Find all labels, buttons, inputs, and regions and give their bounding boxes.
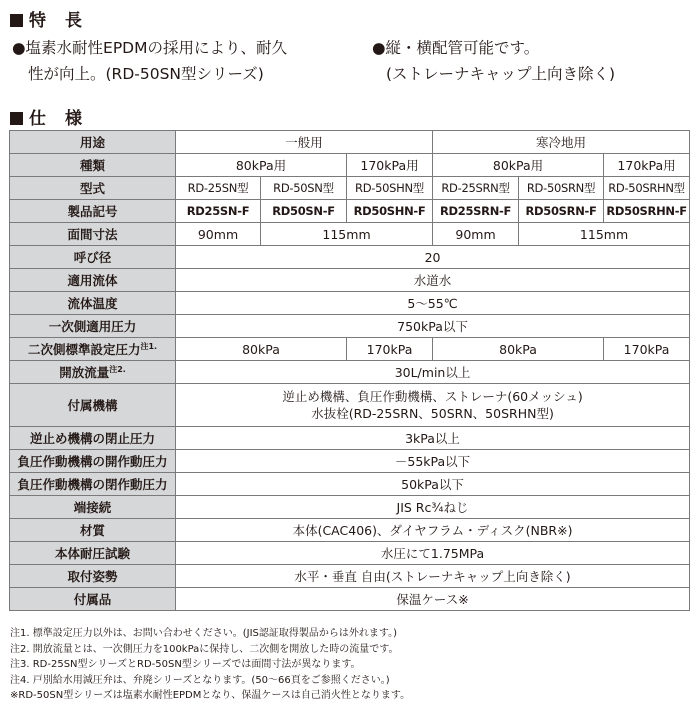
footnote: 注3. RD-25SN型シリーズとRD-50SN型シリーズでは面間寸法が異なります。 xyxy=(10,659,361,670)
feature-bullet-1 xyxy=(12,35,287,87)
kind-cold-80: 80kPa用 xyxy=(433,154,604,177)
outlet-cold-80: 80kPa xyxy=(433,338,604,361)
row-model xyxy=(10,177,690,200)
row-material xyxy=(10,519,690,542)
face-general-115: 115mm xyxy=(261,223,433,246)
code-cell: RD50SRN-F xyxy=(519,200,604,223)
check-value: 3kPa以上 xyxy=(176,427,690,450)
feature-1-line-2: 性が向上。(RD-50SN型シリーズ) xyxy=(28,65,264,83)
conn-value: JIS Rc¾ねじ xyxy=(176,496,690,519)
flow-value: 30L/min以上 xyxy=(176,361,690,384)
face-cold-90: 90mm xyxy=(433,223,519,246)
row-body-test xyxy=(10,542,690,565)
label-body-test: 本体耐圧試験 xyxy=(10,542,176,565)
usage-cold: 寒冷地用 xyxy=(433,131,690,154)
label-inlet: 一次側適用圧力 xyxy=(10,315,176,338)
model-cell: RD-50SN型 xyxy=(261,177,347,200)
label-usage: 用途 xyxy=(10,131,176,154)
feature-2-line-1: ●縦・横配管可能です。 xyxy=(372,39,540,57)
label-outlet xyxy=(10,338,176,361)
note-ref-2: 注2. xyxy=(109,364,126,374)
label-material: 材質 xyxy=(10,519,176,542)
row-fluid xyxy=(10,269,690,292)
footnote: 注4. 戸別給水用減圧弁は、弁廃シリーズとなります。(50～66頁をご参照ください。) xyxy=(10,674,390,686)
temp-value: 5～55℃ xyxy=(176,292,690,315)
inlet-value: 750kPa以下 xyxy=(176,315,690,338)
outlet-cold-170: 170kPa xyxy=(604,338,690,361)
label-face: 面間寸法 xyxy=(10,223,176,246)
code-cell: RD50SN-F xyxy=(261,200,347,223)
row-outlet xyxy=(10,338,690,361)
row-code xyxy=(10,200,690,223)
kind-general-80: 80kPa用 xyxy=(176,154,347,177)
neg-open-value: －55kPa以下 xyxy=(176,450,690,473)
face-cold-115: 115mm xyxy=(519,223,690,246)
label-fluid: 適用流体 xyxy=(10,269,176,292)
nominal-value: 20 xyxy=(176,246,690,269)
row-temp xyxy=(10,292,690,315)
note-ref-1: 注1. xyxy=(140,341,158,351)
included-value: 保温ケース※ xyxy=(176,588,690,611)
row-neg-close xyxy=(10,473,690,496)
spec-table xyxy=(9,130,690,611)
model-cell: RD-50SHN型 xyxy=(347,177,433,200)
spec-title: 仕 様 xyxy=(29,109,83,129)
label-check: 逆止め機構の閉止圧力 xyxy=(10,427,176,450)
spec-heading xyxy=(10,104,83,129)
model-cell: RD-50SRHN型 xyxy=(604,177,690,200)
code-cell: RD50SRHN-F xyxy=(604,200,690,223)
label-outlet-text: 二次側標準設定圧力 xyxy=(27,342,141,357)
fluid-value: 水道水 xyxy=(176,269,690,292)
label-accessories: 付属機構 xyxy=(10,384,176,427)
code-cell: RD50SHN-F xyxy=(347,200,433,223)
row-included xyxy=(10,588,690,611)
feature-2-line-2: (ストレーナキャップ上向き除く) xyxy=(386,65,616,83)
footnotes xyxy=(10,626,410,704)
body-test-value: 水圧にて1.75MPa xyxy=(176,542,690,565)
row-conn xyxy=(10,496,690,519)
code-cell: RD25SRN-F xyxy=(433,200,519,223)
accessories-line-1: 逆止め機構、負圧作動機構、ストレーナ(60メッシュ) xyxy=(282,389,583,404)
label-neg-open: 負圧作動機構の開作動圧力 xyxy=(10,450,176,473)
row-neg-open xyxy=(10,450,690,473)
row-inlet xyxy=(10,315,690,338)
label-included: 付属品 xyxy=(10,588,176,611)
heading-square-icon xyxy=(10,14,23,27)
neg-close-value: 50kPa以下 xyxy=(176,473,690,496)
code-cell: RD25SN-F xyxy=(176,200,261,223)
face-general-90: 90mm xyxy=(176,223,261,246)
model-cell: RD-25SRN型 xyxy=(433,177,519,200)
label-model: 型式 xyxy=(10,177,176,200)
outlet-general-80: 80kPa xyxy=(176,338,347,361)
accessories-value xyxy=(176,384,690,427)
row-face xyxy=(10,223,690,246)
label-conn: 端接続 xyxy=(10,496,176,519)
row-kind xyxy=(10,154,690,177)
heading-square-icon xyxy=(10,112,23,125)
material-value: 本体(CAC406)、ダイヤフラム・ディスク(NBR※) xyxy=(176,519,690,542)
label-temp: 流体温度 xyxy=(10,292,176,315)
kind-general-170: 170kPa用 xyxy=(347,154,433,177)
feature-bullet-2 xyxy=(372,35,615,87)
model-cell: RD-25SN型 xyxy=(176,177,261,200)
label-neg-close: 負圧作動機構の閉作動圧力 xyxy=(10,473,176,496)
footnote: ※RD-50SN型シリーズは塩素水耐性EPDMとなり、保温ケースは自己消火性となります。 xyxy=(10,690,411,701)
mount-value: 水平・垂直 自由(ストレーナキャップ上向き除く) xyxy=(176,565,690,588)
label-flow-text: 開放流量 xyxy=(59,365,110,380)
row-check xyxy=(10,427,690,450)
row-accessories xyxy=(10,384,690,427)
footnote: 注1. 標準設定圧力以外は、お問い合わせください。(JIS認証取得製品からは外れます。) xyxy=(10,628,397,639)
feature-1-line-1: ●塩素水耐性EPDMの採用により、耐久 xyxy=(12,39,287,57)
features-title: 特 長 xyxy=(29,11,83,31)
footnote: 注2. 開放流量とは、一次側圧力を100kPaに保持し、二次側を開放した時の流量です。 xyxy=(10,643,399,655)
label-flow xyxy=(10,361,176,384)
row-flow xyxy=(10,361,690,384)
label-kind: 種類 xyxy=(10,154,176,177)
kind-cold-170: 170kPa用 xyxy=(604,154,690,177)
label-code: 製品記号 xyxy=(10,200,176,223)
accessories-line-2: 水抜栓(RD-25SRN、50SRN、50SRHN型) xyxy=(311,406,554,421)
row-nominal xyxy=(10,246,690,269)
usage-general: 一般用 xyxy=(176,131,433,154)
row-usage xyxy=(10,131,690,154)
label-nominal: 呼び径 xyxy=(10,246,176,269)
features-heading xyxy=(10,6,83,31)
outlet-general-170: 170kPa xyxy=(347,338,433,361)
label-mount: 取付姿勢 xyxy=(10,565,176,588)
model-cell: RD-50SRN型 xyxy=(519,177,604,200)
row-mount xyxy=(10,565,690,588)
